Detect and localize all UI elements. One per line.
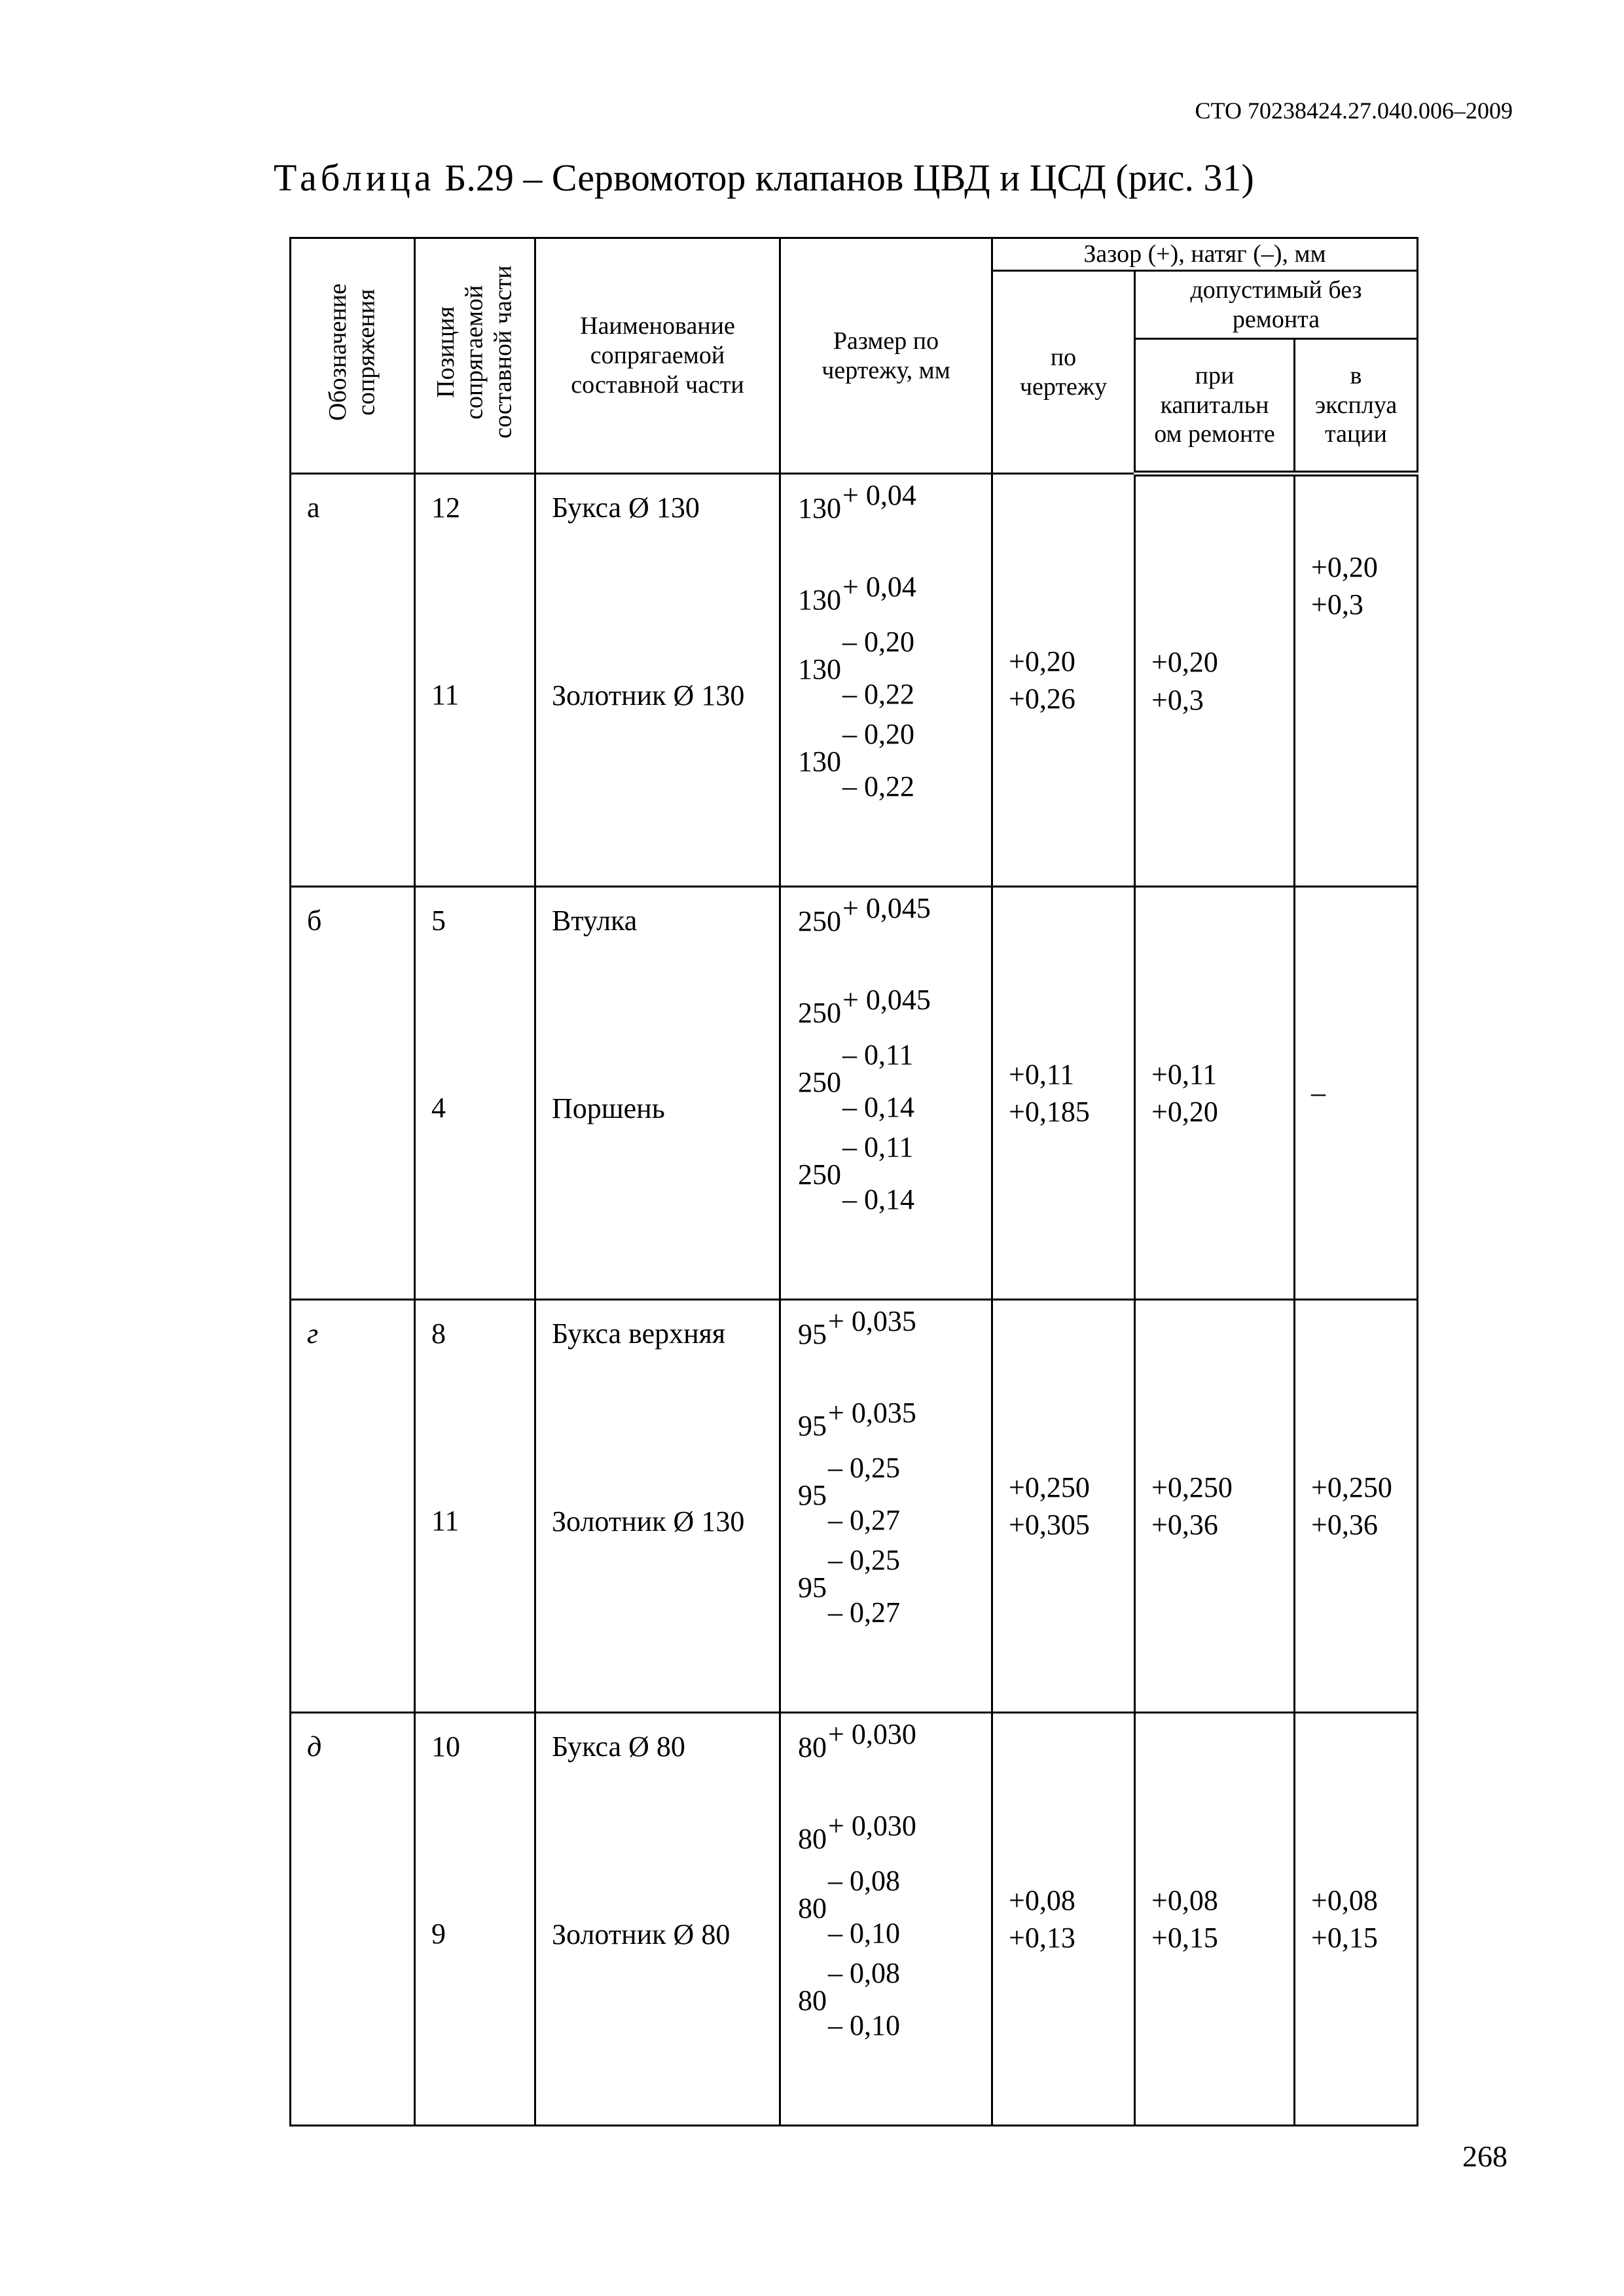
hole-size: 80 + 0,030 [798,1718,916,1763]
shaft-size: 250 – 0,11 – 0,14 [798,1130,914,1215]
part-name-cell [535,887,780,1300]
position-2: 11 [431,1505,460,1537]
gap-by-drawing: +0,11 +0,185 [992,887,1135,1300]
part-name-cell [535,1300,780,1713]
header-position: Позиция сопрягаемой составной части [431,265,517,439]
position-cell [415,1300,535,1713]
document-code: СТО 70238424.27.040.006–2009 [1195,98,1513,124]
table-row [291,474,1418,887]
dimension-cell [780,1300,992,1713]
position-1: 5 [431,905,446,937]
shaft-size: 95 – 0,25 – 0,27 [798,1543,900,1628]
table-row [291,887,1418,1300]
hole-size: 250 + 0,045 [798,984,931,1029]
dimension-cell [780,887,992,1300]
page-number: 268 [1462,2140,1507,2173]
shaft-size: 130 – 0,20 – 0,22 [798,625,914,710]
designation-cell: б [291,887,415,1300]
header-by-drawing: по чертежу [992,271,1135,474]
position-1: 8 [431,1318,446,1350]
position-cell [415,474,535,887]
part-name-1: Втулка [552,905,638,937]
gap-in-operation: +0,20 +0,3 [1295,474,1418,887]
gap-in-operation: +0,250 +0,36 [1295,1300,1418,1713]
gap-capital-repair: +0,11 +0,20 [1135,887,1295,1300]
part-name-cell [535,474,780,887]
designation-cell: г [291,1300,415,1713]
hole-size: 130 + 0,04 [798,571,916,616]
header-gap-group: Зазор (+), натяг (–), мм [992,238,1418,271]
shaft-size: 80 – 0,08 – 0,10 [798,1956,900,2041]
header-designation-cell [291,238,415,474]
gap-by-drawing: +0,250 +0,305 [992,1300,1135,1713]
gap-capital-repair: +0,20 +0,3 [1135,474,1295,887]
table-title-prefix: Таблица [274,156,435,199]
gap-in-operation: +0,08 +0,15 [1295,1713,1418,2126]
shaft-size: 250 – 0,11 – 0,14 [798,1038,914,1123]
position-1: 10 [431,1731,460,1763]
table-title-text: Б.29 – Сервомотор клапанов ЦВД и ЦСД (рис. 31) [435,156,1254,199]
hole-size: 130 + 0,04 [798,479,916,524]
designation-cell: а [291,474,415,887]
dimension-cell [780,1713,992,2126]
position-2: 9 [431,1918,446,1950]
gap-by-drawing: +0,20 +0,26 [992,474,1135,887]
table-row [291,1300,1418,1713]
part-name-cell [535,1713,780,2126]
table-title [274,156,1254,200]
hole-size: 250 + 0,045 [798,892,931,937]
hole-size: 95 + 0,035 [798,1397,916,1442]
gap-by-drawing: +0,08 +0,13 [992,1713,1135,2126]
hole-size: 95 + 0,035 [798,1305,916,1350]
designation-cell: д [291,1713,415,2126]
part-name-1: Букса Ø 130 [552,492,700,524]
position-cell [415,1713,535,2126]
shaft-size: 95 – 0,25 – 0,27 [798,1451,900,1536]
header-name: Наименование сопрягаемой составной части [535,238,780,474]
header-in-operation: в эксплуа тации [1295,339,1418,474]
header-size: Размер по чертежу, мм [780,238,992,474]
part-name-2: Золотник Ø 130 [552,679,745,711]
gap-in-operation: – [1295,887,1418,1300]
position-cell [415,887,535,1300]
part-name-2: Золотник Ø 130 [552,1505,745,1537]
gap-capital-repair: +0,08 +0,15 [1135,1713,1295,2126]
table-row [291,1713,1418,2126]
dimension-cell [780,474,992,887]
position-2: 11 [431,679,460,711]
header-designation: Обозначение сопряжения [323,283,380,422]
part-name-1: Букса Ø 80 [552,1731,685,1763]
header-capital-repair: при капитальн ом ремонте [1135,339,1295,474]
part-name-2: Поршень [552,1092,665,1124]
header-position-cell [415,238,535,474]
shaft-size: 80 – 0,08 – 0,10 [798,1864,900,1949]
hole-size: 80 + 0,030 [798,1810,916,1855]
part-name-2: Золотник Ø 80 [552,1918,731,1950]
fit-tolerance-table [289,237,1418,2126]
part-name-1: Букса верхняя [552,1318,726,1350]
shaft-size: 130 – 0,20 – 0,22 [798,717,914,802]
header-allowed-group: допустимый без ремонта [1135,271,1418,339]
position-2: 4 [431,1092,446,1124]
position-1: 12 [431,492,460,524]
gap-capital-repair: +0,250 +0,36 [1135,1300,1295,1713]
